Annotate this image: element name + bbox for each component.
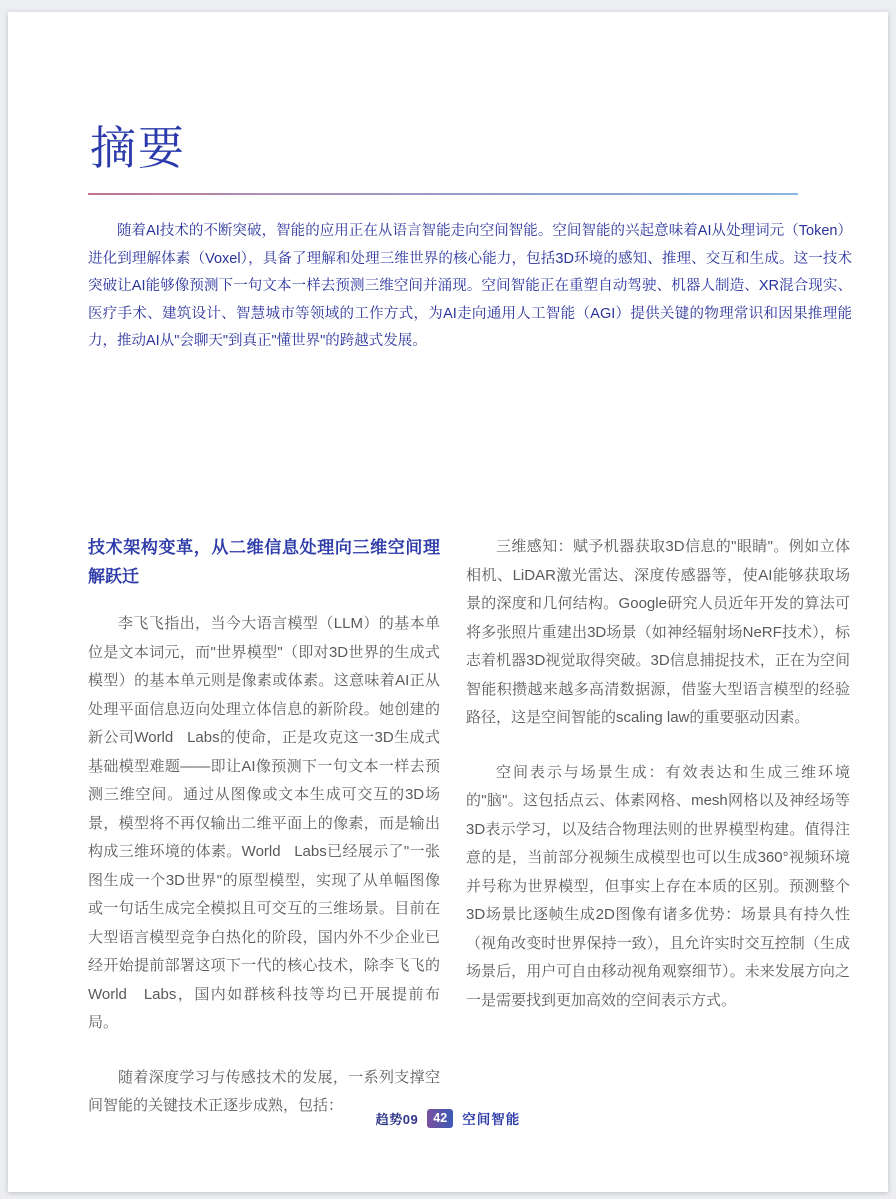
right-paragraph-1: 三维感知：赋予机器获取3D信息的"眼睛"。例如立体相机、LiDAR激光雷达、深度传感器等，使AI能够获取场景的深度和几何结构。Google研究人员近年开发的算法可将多张照片重建出3D场景（如神经辐射场NeRF技术），标志着机器3D视觉取得突破。3D信息捕捉技术，正在为空间智能积攒越来越多高清数据源，借鉴大型语言模型的经验路径，这是空间智能的scaling law的重要驱动因素。: [466, 538, 850, 726]
two-column-body: [88, 533, 850, 1121]
page-footer: [8, 1108, 888, 1128]
right-column: [466, 533, 850, 1121]
footer-topic-label: 空间智能: [462, 1112, 521, 1127]
left-paragraph-2: 随着深度学习与传感技术的发展，一系列支撑空间智能的关键技术正逐步成熟，包括：: [88, 1068, 440, 1114]
document-page: [8, 12, 888, 1192]
title-divider: [88, 193, 798, 195]
right-paragraph-2: 空间表示与场景生成：有效表达和生成三维环境的"脑"。这包括点云、体素网格、mesh网格以及神经场等3D表示学习，以及结合物理法则的世界模型构建。值得注意的是，当前部分视频生成模型也可以生成360°视频环境并号称为世界模型，但事实上存在本质的区别。预测整个3D场景比逐帧生成2D图像有诸多优势：场景具有持久性（视角改变时世界保持一致），且允许实时交互控制（生成场景后，用户可自由移动视角观察细节）。未来发展方向之一是需要找到更加高效的空间表示方式。: [466, 763, 850, 1009]
left-column: [88, 533, 440, 1121]
abstract-paragraph: 随着AI技术的不断突破，智能的应用正在从语言智能走向空间智能。空间智能的兴起意味着AI从处理词元（Token）进化到理解体素（Voxel），具备了理解和处理三维世界的核心能力，包括3D环境的感知、推理、交互和生成。这一技术突破让AI能够像预测下一句文本一样去预测三维空间并涌现。空间智能正在重塑自动驾驶、机器人制造、XR混合现实、医疗手术、建筑设计、智慧城市等领域的工作方式，为AI走向通用人工智能（AGI）提供关键的物理常识和因果推理能力，推动AI从"会聊天"到真正"懂世界"的跨越式发展。: [88, 223, 852, 349]
section-heading: 技术架构变革，从二维信息处理向三维空间理解跃迁: [88, 538, 440, 586]
page-number-badge: 42: [427, 1109, 453, 1128]
page-title: 摘要: [90, 122, 186, 174]
footer-trend-label: 趋势09: [375, 1111, 419, 1127]
left-paragraph-1: 李飞飞指出，当今大语言模型（LLM）的基本单位是文本词元，而"世界模型"（即对3D世界的生成式模型）的基本单元则是像素或体素。这意味着AI正从处理平面信息迈向处理立体信息的新阶段。她创建的新公司World Labs的使命，正是攻克这一3D生成式基础模型难题——即让AI像预测下一句文本一样去预测三维空间。通过从图像或文本生成可交互的3D场景，模型将不再仅输出二维平面上的像素，而是输出构成三维环境的体素。World Labs已经展示了"一张图生成一个3D世界"的原型模型，实现了从单幅图像或一句话生成完全模拟且可交互的三维场景。目前在大型语言模型竞争白热化的阶段，国内外不少企业已经开始提前部署这项下一代的核心技术，除李飞飞的World Labs，国内如群核科技等均已开展提前布局。: [88, 615, 440, 1031]
